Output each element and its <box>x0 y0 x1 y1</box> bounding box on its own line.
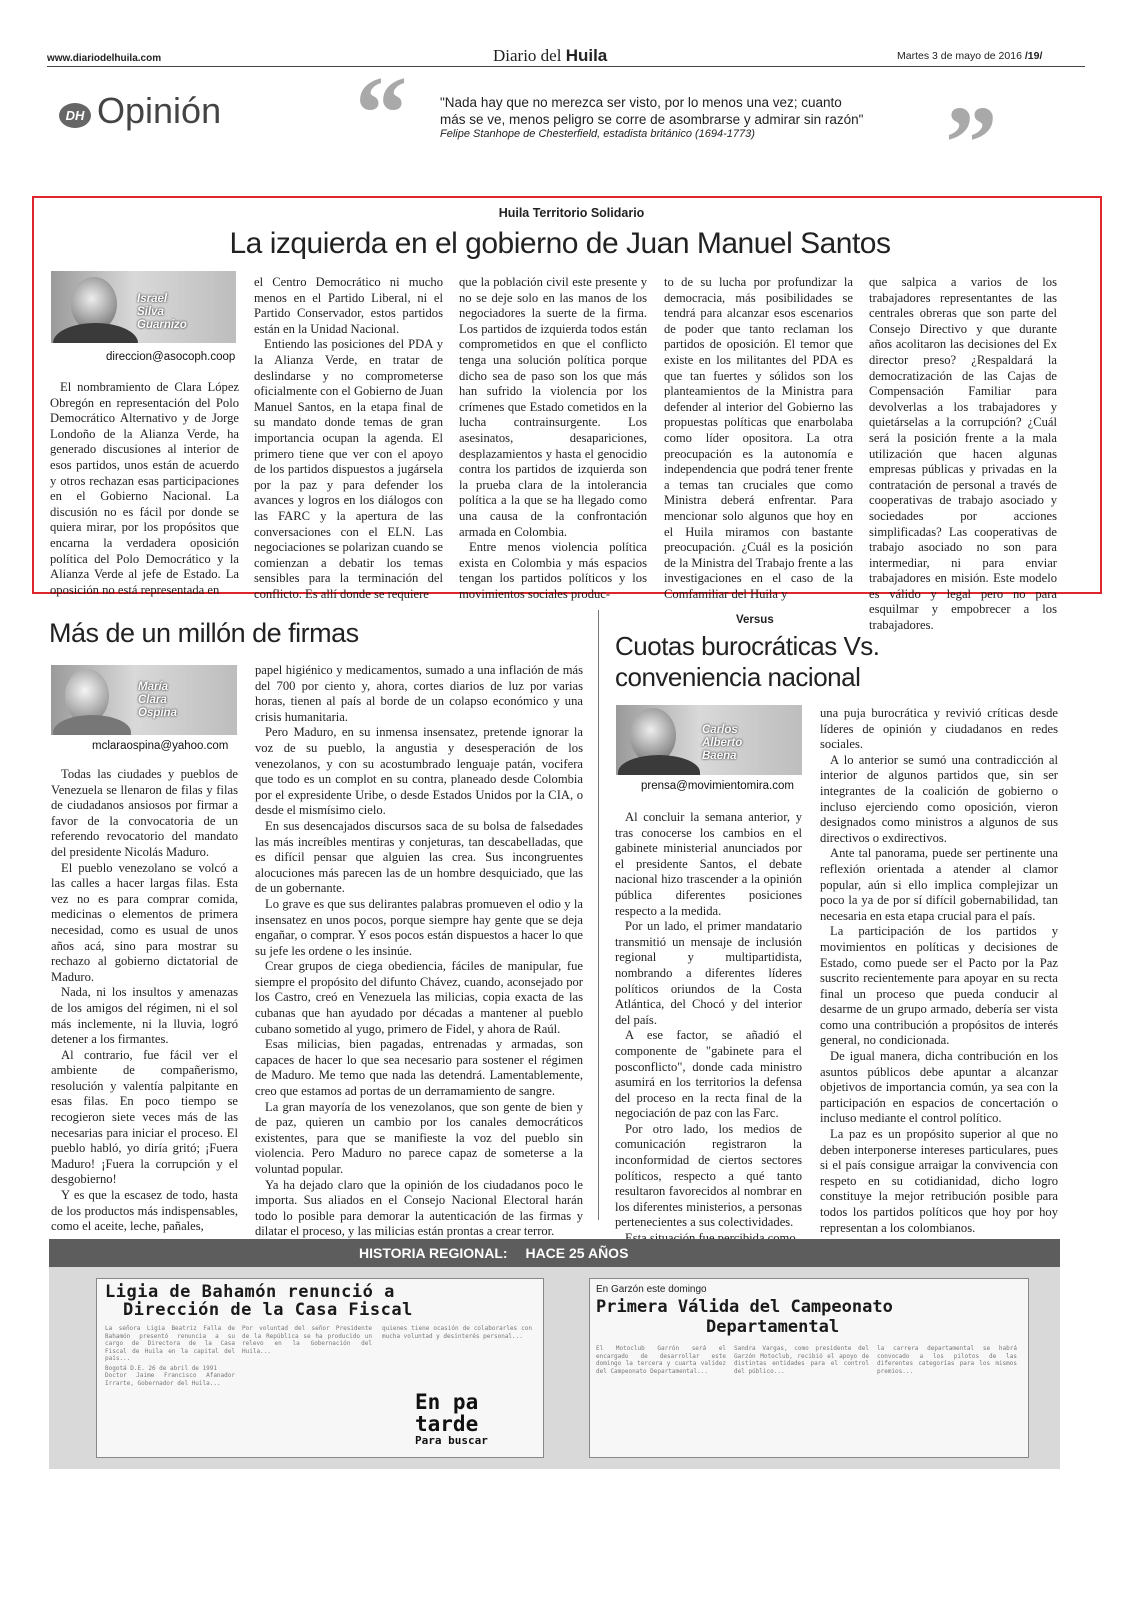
dh-logo: DH <box>59 103 91 128</box>
article1-column-2: el Centro Democrático ni mucho menos en el Partido Liberal, ni el Partido Conservador, estos partidos están en la Unidad Nacional. Entiendo las posiciones del PDA y la Alianza Verde, en tratar de deslindarse y no comprometerse oficialmente con el Gobierno de Juan Manuel Santos, en la etapa final de su mandato donde temas de gran importancia ocupan la agenda. El primero tiene que ver con el apoyo de los partidos dispuestos a jugársela por la paz y para defender los avances y logros en los diálogos con las FARC y la apertura de las conversaciones con el ELN. Las negociaciones se polarizan cuando se comienzan a debatir los temas sensibles para la terminación del conflicto. Es allí donde se requiere <box>254 275 443 601</box>
article3-headline-line-1: Cuotas burocráticas Vs. <box>615 631 880 661</box>
article1-column-1: El nombramiento de Clara López Obregón en representación del Polo Democrático Alternativo y de Jorge Londoño de la Alianza Verde, ha generado discusiones al interior de esos partidos, unos están de acuerdo y otros rechazan esas participaciones en el Gobierno Nacional. La discusión no es fácil por donde se quiera mirar, por los propósitos que encarna la verdadera oposición política del Polo Democrático y la Alianza Verde al jefe de Estado. La oposición no está representada en <box>50 380 239 597</box>
article3-headline <box>615 631 880 693</box>
article1-kicker: Huila Territorio Solidario <box>498 206 645 220</box>
author-email-carlos[interactable]: prensa@movimientomira.com <box>641 780 794 792</box>
quote-line-1: "Nada hay que no merezca ser visto, por lo menos una vez; cuanto <box>440 95 842 110</box>
quote-author: Felipe Stanhope de Chesterfield, estadista británico (1694-1773) <box>440 128 755 140</box>
clip2-headline: Primera Válida del Campeonato Departamental <box>596 1297 893 1337</box>
clip2-body-2: Sandra Vargas, como presidente del Garzón Motoclub, recibió el apoyo de distintas entidades para el control del público... <box>734 1345 869 1375</box>
historia-clipping-2 <box>589 1278 1029 1458</box>
section-title: Opinión <box>97 90 222 131</box>
website-url[interactable]: www.diariodelhuila.com <box>47 53 162 64</box>
historia-banner <box>49 1239 1060 1267</box>
issue-date <box>897 50 1042 62</box>
close-quote-icon: ” <box>945 84 998 201</box>
author-email-maria-clara[interactable]: mclaraospina@yahoo.com <box>92 740 229 752</box>
masthead-prefix: Diario del <box>493 46 566 65</box>
clip1-body-middle: Por voluntad del señor Presidente de la República se ha producido un relevo en la Gobernación del Huila... <box>242 1325 372 1355</box>
author-name-maria-clara: María Clara Ospina <box>138 681 177 719</box>
article3-kicker: Versus <box>736 614 774 626</box>
historia-banner-right: HACE 25 AÑOS <box>525 1245 629 1261</box>
article3-column-2: una puja burocrática y revivió críticas desde líderes de opinión y ciudadanos en redes sociales. A lo anterior se sumó una contradicción al interior de algunos partidos que, sin ser integrantes de la coalición de gobierno o incluso ejerciendo como oposición, vieron designados como ministros a algunos de sus directivos o exdirectivos. Ante tal panorama, puede ser pertinente una reflexión orientada a atender al clamor popular, aún si ello implica complejizar un poco la ya de por sí difícil gobernabilidad, tan necesaria en esta etapa crucial para el país. La participación de los partidos y movimientos en políticas y decisiones de Estado, como puede ser el Pacto por la Paz suscrito recientemente para apoyar en su recta final un proceso que pueda conducir al desarme de un grupo armado, debería ser vista como una contribución a propósitos de interés general, no condicionada. De igual manera, dicha contribución en los asuntos públicos debe apuntar a alcanzar objetivos de importancia común, ya sea con la participación en espacios de concertación o incluso mediante el control político. La paz es un propósito superior al que no deben interponerse intereses particulares, pues si el país consigue arraigar la convivencia con respeto en su cotidianidad, dicho logro constituye la mejor retribución posible para todos los partidos políticos que hoy por hoy representan a los colombianos. <box>820 706 1058 1235</box>
clip1-headline: Ligia de Bahamón renunció a Dirección de la Casa Fiscal <box>105 1282 413 1320</box>
article2-column-1: Todas las ciudades y pueblos de Venezuela se llenaron de filas y filas de ciudadanos ansiosos por firmar a favor de la convocatoria de un referendo revocatorio del mandato del presidente Nicolás Maduro. El pueblo venezolano se volcó a las calles a hacer largas filas. Esta vez no es para comprar comida, medicinas o elementos de primera necesidad, como es usual de unos años acá, sino para mostrar su rechazo al gobierno dictatorial de Maduro. Nada, ni los insultos y amenazas de los amigos del régimen, ni el sol más inclemente, ni la lluvia, logró detener a los firmantes. Al contrario, fue fácil ver el ambiente de compañerismo, resolución y valentía palpitante en esas filas. En poco tiempo se recogieron siete veces más de las necesarias para iniciar el proceso. El pueblo habló, yo diría gritó; ¡Fuera Maduro! ¡Fuera la corrupción y el desgobierno! Y es que la escasez de todo, hasta de los productos más indispensables, como el aceite, leche, pañales, <box>51 767 238 1234</box>
historia-clipping-1 <box>96 1278 544 1458</box>
masthead-bold: Huila <box>565 46 608 65</box>
author-name-israel: Israel Silva Guarnizo <box>137 293 187 331</box>
date-text: Martes 3 de mayo de 2016 <box>897 50 1022 62</box>
article2-column-2: papel higiénico y medicamentos, sumado a una inflación de más del 700 por ciento y, ahora, cortes diarios de luz por varias horas, tienen al país al borde de un colapso económico y una crisis humanitaria. Pero Maduro, en su inmensa insensatez, pretende ignorar la voz de su pueblo, la angustia y desesperación de los venezolanos, y con su acostumbrado lenguaje patán, vocifera que todo es un complot en su contra, planeado desde Colombia por el expresidente Uribe, o desde Estados Unidos por la CIA, o desde el mismísimo cielo. En sus desencajados discursos saca de su bolsa de falsedades las más increíbles mentiras y conjeturas, tan descabelladas, que es difícil pensar que alguien las crea. Sus incongruentes alocuciones más parecen las de un hombre desquiciado, que las de un gobernante. Lo grave es que sus delirantes palabras promueven el odio y la insensatez en unos pocos, porque siempre hay gente que se deja engañar, o comprar. Y esos pocos están dispuestos a hacer lo que su jefe les ordene o les insinúe. Crear grupos de ciega obediencia, fáciles de manipular, fue siempre el propósito del difunto Chávez, cuando, aconsejado por los Castro, creó en Venezuela las milicias, copia exacta de las cubanas que han ayudado por décadas a mantener al pueblo cubano sometido al yugo, primero de Fidel, y ahora de Raúl. Esas milicias, bien pagadas, entrenadas y armadas, son capaces de hacer lo que sea necesario para sostener el régimen de Maduro. Me temo que nada las detendrá. Lamentablemente, creo que estamos ad portas de un derramamiento de sangre. La gran mayoría de los venezolanos, que son gente de bien y de paz, quieren un cambio por los canales democráticos existentes, para que se manifieste la voz del pueblo sin violencia. Pero Maduro no parece capaz de someterse a la voluntad popular. Ya ha dejado claro que la opinión de los ciudadanos poco le importa. Sus aliados en el Consejo Nacional Electoral harán todo lo posible para demorar la autenticación de las firmas y dilatar el proceso, y las milicias están prontas a crear terror. <box>255 663 583 1239</box>
clip1-body-left: La señora Ligia Beatriz Falla de Bahamón presentó renuncia a su cargo de Directora de la Casa Fiscal de Huila en la capital del país... Bogotá D.E. 26 de abril de 1991 Doctor Jaime Francisco Afanador Irrarte, Gobernador del Huila... <box>105 1325 235 1387</box>
historia-banner-left: HISTORIA REGIONAL: <box>359 1245 508 1261</box>
header-rule <box>47 66 1085 67</box>
author-email-israel[interactable]: direccion@asocoph.coop <box>106 351 236 363</box>
section-quote <box>440 94 940 141</box>
open-quote-icon: “ <box>355 54 408 171</box>
clip1-big-text: En pa tarde Para buscar <box>415 1390 488 1447</box>
masthead <box>493 46 607 66</box>
clip2-kicker: En Garzón este domingo <box>596 1284 707 1295</box>
article1-headline: La izquierda en el gobierno de Juan Manuel Santos <box>229 227 891 260</box>
article3-headline-line-2: conveniencia nacional <box>615 662 861 692</box>
article1-column-4: to de su lucha por profundizar la democracia, más posibilidades se tendrá para alcanzar esos escenarios de poder que tanto reclaman los partidos de oposición. El temor que existe en los militantes del PDA es que tan fuertes y sólidos son los planteamientos de la Ministra para defender al interior del Gobierno las propuestas políticas que enarbolaba como líder opositora. La otra preocupación es la autonomía e independencia que podrá tener frente a temas tan cruciales que como Ministra deberá enfrentar. Para mencionar solo algunos que hoy en el Huila miramos con bastante preocupación. ¿Cuál es la posición de la Ministra del Trabajo frente a las investigaciones en el caso de la Comfamiliar del Huila y <box>664 275 853 601</box>
author-name-carlos: Carlos Alberto Baena <box>702 724 743 762</box>
clip2-body-1: El Motoclub Garrón será el encargado de desarrollar este domingo la tercera y cuarta validez del Campeonato Departamental... <box>596 1345 726 1375</box>
clip2-body-3: la carrera departamental se habrá convocado a los pilotos de las diferentes categorías para los mismos premios... <box>877 1345 1017 1375</box>
quote-line-2: más se ve, menos peligro se corre de asombrarse y admirar sin razón" <box>440 112 864 127</box>
article1-column-5: que salpica a varios de los trabajadores representantes de las centrales obreras que son parte del Consejo Directivo y que durante años acolitaron las decisiones del Ex director preso? ¿Respaldará la democratización de las Cajas de Compensación Familiar para devolverlas a los trabajadores y quietárselas a la corrupción? ¿Cuál será la posición frente a la mala utilización que hacen algunas empresas públicas y privadas en la contratación de personal a través de cooperativas de trabajo asociado y sociedades por acciones simplificadas? Las cooperativas de trabajo asociado no son para intermediar, ni para enviar trabajadores en misión. Este modelo es válido y legal pero no para esquilmar y empobrecer a los trabajadores. <box>869 275 1057 633</box>
article2-headline: Más de un millón de firmas <box>49 618 359 648</box>
clip1-body-right: quienes tiene ocasión de colaborarles con mucha voluntad y desinterés personal... <box>382 1325 532 1340</box>
column-divider <box>598 610 599 1220</box>
page-number: /19/ <box>1024 50 1043 62</box>
article1-column-3: que la población civil este presente y no se deje solo en las manos de los negociadores la suerte de la firma. Los partidos de izquierda todos están comprometidos en que el conflicto tenga una solución política porque dicho sea de paso son los que más han sufrido la violencia por los crímenes que Estado cometidos en la lucha contrainsurgente. Los asesinatos, desapariciones, desplazamientos y hasta el genocidio contra los partidos de izquierda son la prueba clara de la intolerancia política a la que se ha llegado como una causa de la confrontación armada en Colombia. Entre menos violencia política exista en Colombia y más espacios tengan los partidos políticos y los movimientos sociales produc- <box>459 275 647 601</box>
article3-column-1: Al concluir la semana anterior, y tras conocerse los cambios en el gabinete ministerial anunciados por el presidente Santos, el debate nacional hizo trascender a la opinión pública diferentes posiciones respecto a la medida. Por un lado, el primer mandatario transmitió un mensaje de inclusión regional y multipartidista, nombrando a diferentes líderes políticos oriundos de la Costa Atlántica, del Chocó y del interior del país. A ese factor, se añadió el componente de "gabinete para el posconflicto", donde cada ministro asumirá en los territorios la defensa del proceso en la recta final de la negociación de paz con las Farc. Por otro lado, los medios de comunicación registraron la inconformidad de ciertos sectores políticos, respecto a qué tanto resultaron favorecidos al nombrar en los diferentes ministerios, a personas pertenecientes a sus colectividades. <box>615 810 802 1230</box>
